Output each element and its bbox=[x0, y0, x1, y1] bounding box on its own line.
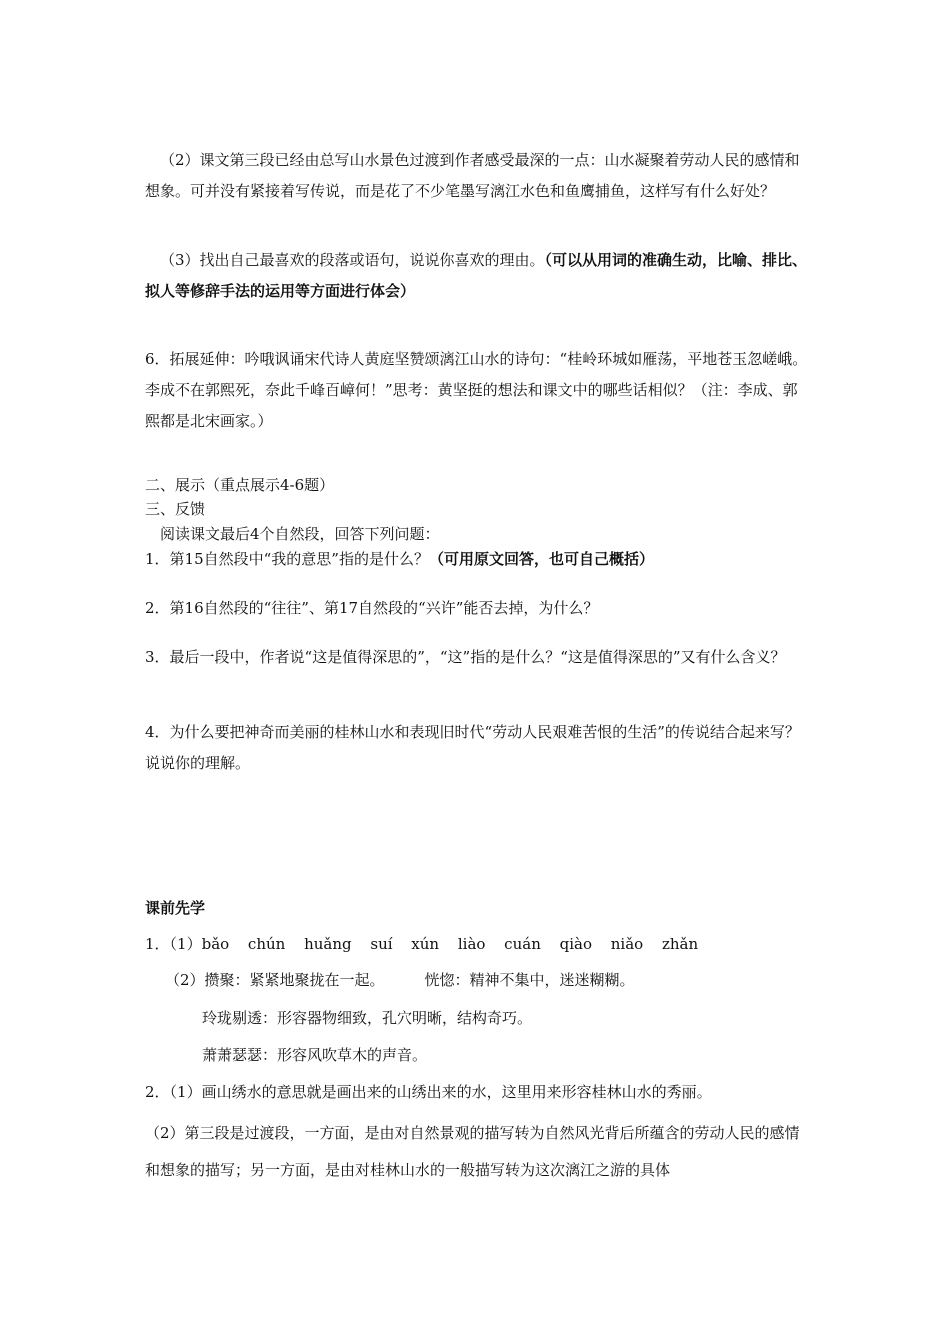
question-2: （2）课文第三段已经由总写山水景色过渡到作者感受最深的一点：山水凝聚着劳动人民的感情和想象。可并没有紧接着写传说，而是花了不少笔墨写漓江水色和鱼鹰捕鱼，这样写有什么好处？ bbox=[145, 151, 800, 200]
answer-1-term-1: （2）攒聚：紧紧地聚拢在一起。 bbox=[165, 971, 385, 989]
answer-2-part-1: 2．（1）画山绣水的意思就是画出来的山绣出来的水，这里用来形容桂林山水的秀丽。 bbox=[145, 1083, 712, 1101]
section-2-heading: 二、展示（重点展示4-6题） bbox=[145, 476, 335, 494]
answer-1-term-2: 恍惚：精神不集中，迷迷糊糊。 bbox=[424, 971, 635, 989]
section-3-heading: 三、反馈 bbox=[145, 500, 206, 518]
answer-1-term-3: 玲珑剔透：形容器物细致，孔穴明晰，结构奇巧。 bbox=[202, 1009, 533, 1027]
question-3-text: （3）找出自己最喜欢的段落或语句，说说你喜欢的理由。 bbox=[160, 251, 545, 269]
feedback-question-1-hint: （可用原文回答，也可自己概括） bbox=[428, 550, 654, 568]
answer-1-definitions bbox=[145, 965, 810, 996]
feedback-intro: 阅读课文最后4个自然段，回答下列问题： bbox=[160, 525, 440, 543]
question-3 bbox=[145, 245, 810, 307]
question-6-extension: 6．拓展延伸：吟哦讽诵宋代诗人黄庭坚赞颂漓江山水的诗句：“桂岭环城如雁荡，平地苍玉忽嵯峨。李成不在郭熙死，奈此千峰百嶂何！”思考：黄坚挺的想法和课文中的哪些话相似？（注：李成、郭熙都是北宋画家。） bbox=[145, 350, 808, 430]
feedback-question-3: 3．最后一段中，作者说“这是值得深思的”，“这”指的是什么？“这是值得深思的”又有什么含义？ bbox=[145, 648, 786, 666]
answer-2-part-2: （2）第三段是过渡段，一方面，是由对自然景观的描写转为自然风光背后所蕴含的劳动人民的感情和想象的描写；另一方面，是由对桂林山水的一般描写转为这次漓江之游的具体 bbox=[145, 1124, 800, 1179]
answer-1-term-4: 萧萧瑟瑟：形容风吹草木的声音。 bbox=[202, 1046, 428, 1064]
answer-1-pinyin: 1．（1）bǎo chún huǎng suí xún liào cuán qiào niǎo zhǎn bbox=[145, 935, 699, 953]
feedback-question-1-text: 1．第15自然段中“我的意思”指的是什么？ bbox=[145, 550, 429, 568]
feedback-question-2: 2．第16自然段的“往往”、第17自然段的“兴许”能否去掉，为什么？ bbox=[145, 599, 599, 617]
pre-study-heading: 课前先学 bbox=[145, 899, 206, 917]
feedback-question-4: 4．为什么要把神奇而美丽的桂林山水和表现旧时代“劳动人民艰难苦恨的生活”的传说结合起来写？说说你的理解。 bbox=[145, 723, 800, 772]
question-3-hint: （可以从用词的准确生动，比喻、排比、拟人等修辞手法的运用等方面进行体会） bbox=[145, 251, 808, 300]
feedback-question-1 bbox=[145, 544, 810, 575]
